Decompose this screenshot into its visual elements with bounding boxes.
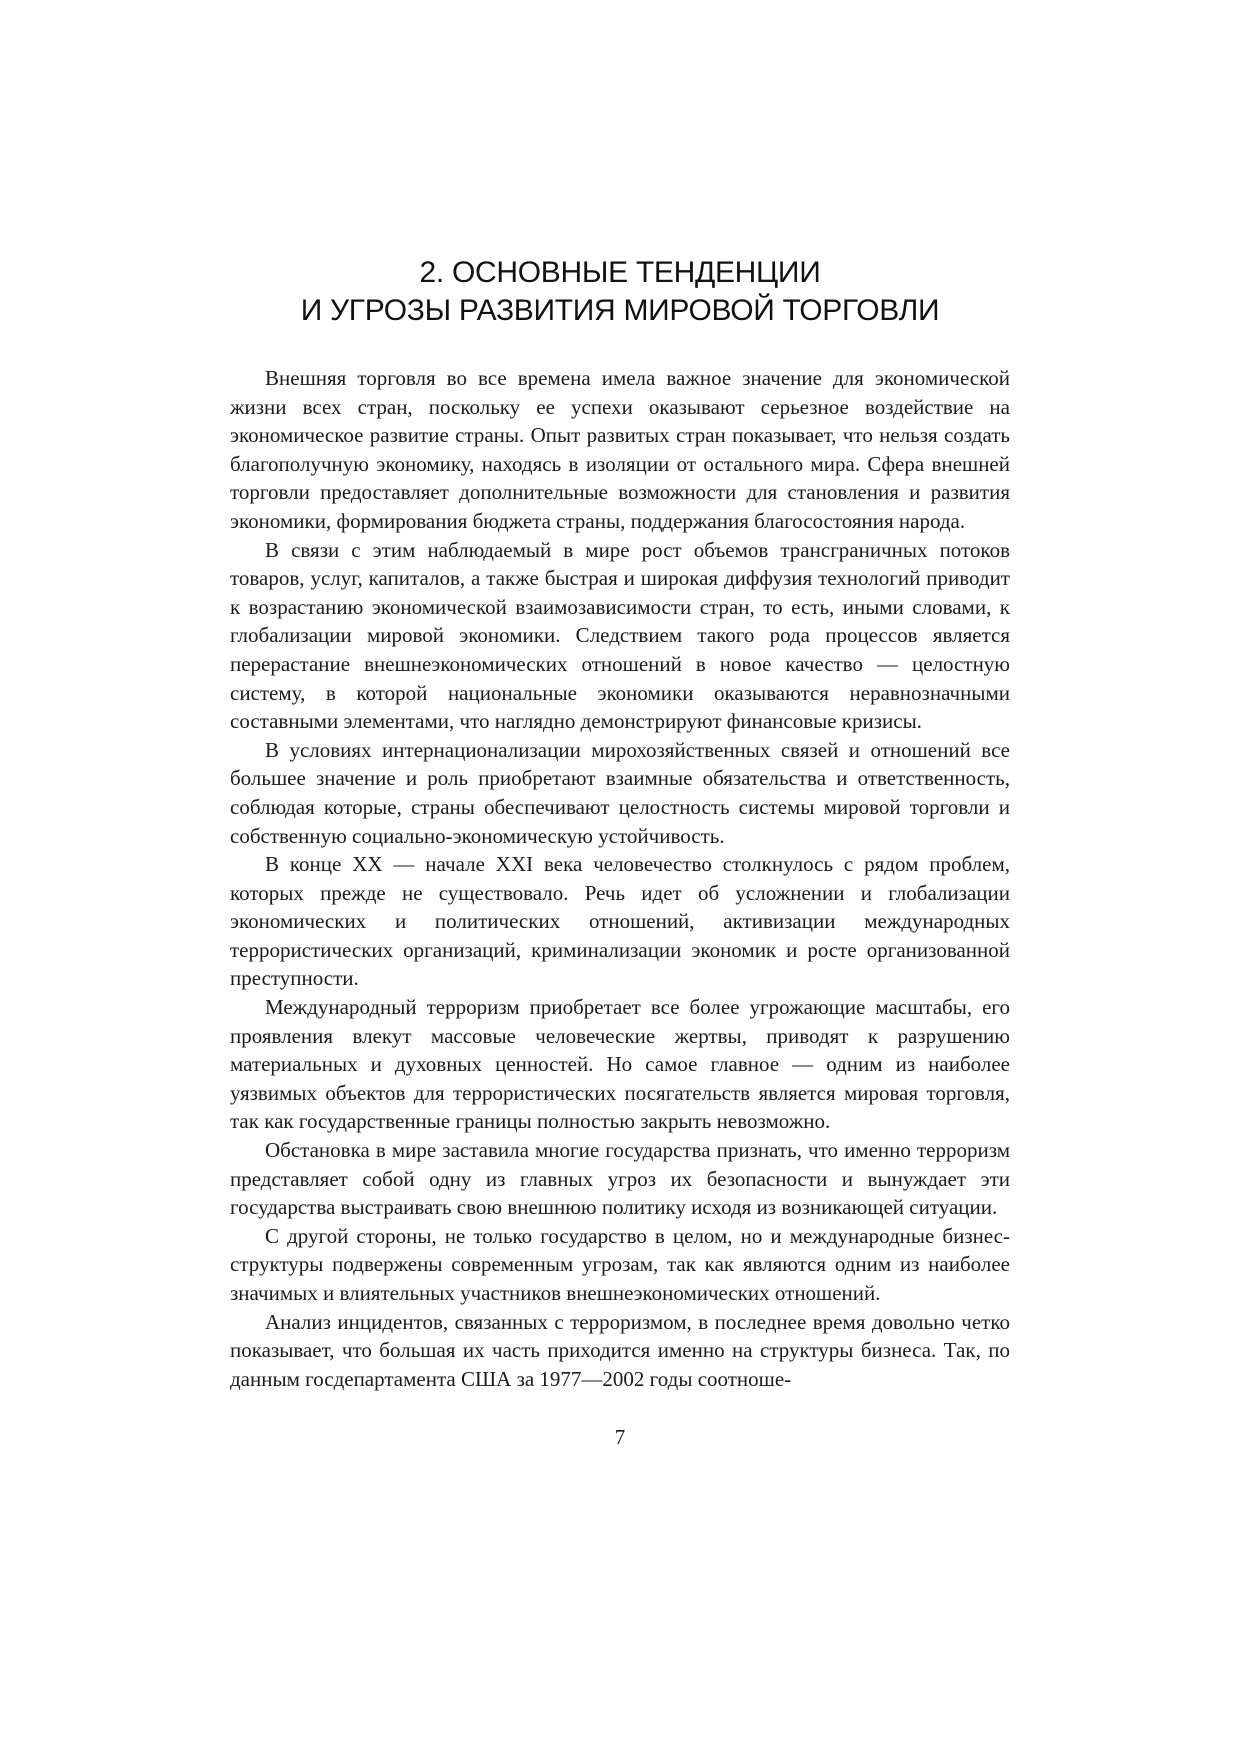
section-heading-line-1: 2. ОСНОВНЫЕ ТЕНДЕНЦИИ xyxy=(419,256,821,289)
paragraph: В конце XX — начале XXI века человечество столкнулось с рядом проблем, которых прежде не существовало. Речь идет об усложнении и глобализации экономических и политических отношений, активизации международных террористических организаций, криминализации экономик и росте организованной преступности. xyxy=(230,852,1010,991)
paragraph: Анализ инцидентов, связанных с терроризмом, в последнее время довольно четко показывает, что большая их часть приходится именно на структуры бизнеса. Так, по данным госдепартамента США за 1977—2002 годы соотноше- xyxy=(230,1309,1010,1391)
paragraph: Международный терроризм приобретает все более угрожающие масштабы, его проявления влекут массовые человеческие жертвы, приводят к разрушению материальных и духовных ценностей. Но самое главное — одним из наиболее уязвимых объектов для террористических посягательств является мировая торговля, так как государственные границы полностью закрыть невозможно. xyxy=(230,995,1010,1134)
paragraph: В условиях интернационализации мирохозяйственных связей и отношений все большее значение и роль приобретают взаимные обязательства и ответственность, соблюдая которые, страны обеспечивают целостность системы мировой торговли и собственную социально-экономическую устойчивость. xyxy=(230,737,1010,848)
paragraph: Обстановка в мире заставила многие государства признать, что именно терроризм представляет собой одну из главных угроз их безопасности и вынуждает эти государства выстраивать свою внешнюю политику исходя из возникающей ситуации. xyxy=(230,1138,1010,1220)
paragraph: С другой стороны, не только государство в целом, но и международные бизнес-структуры подвержены современным угрозам, так как являются одним из наиболее значимых и влиятельных участников внешнеэкономических отношений. xyxy=(230,1223,1010,1305)
paragraph: В связи с этим наблюдаемый в мире рост объемов трансграничных потоков товаров, услуг, капиталов, а также быстрая и широкая диффузия технологий приводит к возрастанию экономической взаимозависимости стран, то есть, иными словами, к глобализации мировой экономики. Следствием такого рода процессов является перерастание внешнеэкономических отношений в новое качество — целостную систему, в которой национальные экономики оказываются неравнозначными составными элементами, что наглядно демонстрируют финансовые кризисы. xyxy=(230,537,1010,734)
paragraph: Внешняя торговля во все времена имела важное значение для экономической жизни всех стран, поскольку ее успехи оказывают серьезное воздействие на экономическое развитие страны. Опыт развитых стран показывает, что нельзя создать благополучную экономику, находясь в изоляции от остального мира. Сфера внешней торговли предоставляет дополнительные возможности для становления и развития экономики, формирования бюджета страны, поддержания благосостояния народа. xyxy=(230,366,1010,533)
section-heading-line-2: И УГРОЗЫ РАЗВИТИЯ МИРОВОЙ ТОРГОВЛИ xyxy=(300,294,940,327)
section-heading xyxy=(230,254,1010,330)
page-number: 7 xyxy=(614,1425,626,1449)
body-text xyxy=(230,364,1010,1393)
